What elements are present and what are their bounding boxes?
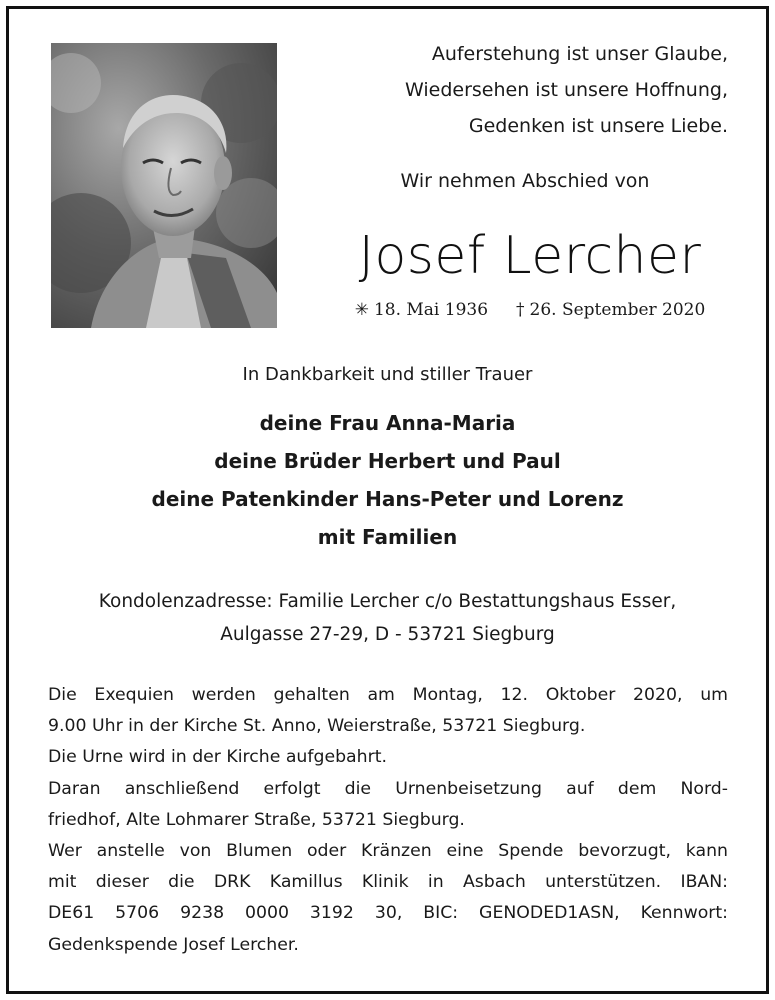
motto-line: Auferstehung ist unser Glaube, xyxy=(431,43,728,65)
mourner-line: deine Brüder Herbert und Paul xyxy=(214,449,561,473)
detail-line: 9.00 Uhr in der Kirche St. Anno, Weierstraße, 53721 Siegburg. xyxy=(48,716,586,737)
address-line: Aulgasse 27-29, D - 53721 Siegburg xyxy=(220,624,555,645)
detail-line: DE61 5706 9238 0000 3192 30, BIC: GENODED1ASN, Kennwort: xyxy=(48,903,728,924)
birth-date: 18. Mai 1936 xyxy=(373,300,489,320)
mourners-list xyxy=(0,404,775,556)
death-date-group xyxy=(516,296,705,324)
detail-line: Die Urne wird in der Kirche aufgebahrt. xyxy=(48,747,387,768)
portrait-photo xyxy=(51,43,277,328)
detail-line: Daran anschließend erfolgt die Urnenbeisetzung auf dem Nord- xyxy=(48,778,728,799)
mourner-line: deine Patenkinder Hans-Peter und Lorenz xyxy=(151,487,624,511)
thanks-line: In Dankbarkeit und stiller Trauer xyxy=(242,364,533,385)
mourner-line: deine Frau Anna-Maria xyxy=(259,411,516,435)
motto-line: Wiedersehen ist unsere Hoffnung, xyxy=(405,79,728,101)
death-date: 26. September 2020 xyxy=(529,300,706,320)
service-details xyxy=(48,680,728,961)
birth-date-group xyxy=(355,296,488,324)
farewell-intro: Wir nehmen Abschied von xyxy=(400,170,650,192)
birth-star-icon: ✳ xyxy=(354,300,369,320)
detail-line: Wer anstelle von Blumen oder Kränzen eine Spende bevorzugt, kann xyxy=(48,841,728,862)
detail-line: mit dieser die DRK Kamillus Klinik in Asbach unterstützen. IBAN: xyxy=(48,872,728,893)
deceased-name: Josef Lercher xyxy=(358,226,702,286)
detail-line: Die Exequien werden gehalten am Montag, 12. Oktober 2020, um xyxy=(48,685,728,705)
detail-line: friedhof, Alte Lohmarer Straße, 53721 Siegburg. xyxy=(48,809,465,830)
condolence-address xyxy=(0,585,775,651)
detail-line: Gedenkspende Josef Lercher. xyxy=(48,934,299,955)
address-line: Kondolenzadresse: Familie Lercher c/o Bestattungshaus Esser, xyxy=(98,591,677,612)
mourner-line: mit Familien xyxy=(317,525,458,549)
life-dates xyxy=(300,296,760,324)
motto-line: Gedenken ist unsere Liebe. xyxy=(468,115,728,137)
motto xyxy=(308,36,728,144)
death-cross-icon: † xyxy=(516,300,525,320)
